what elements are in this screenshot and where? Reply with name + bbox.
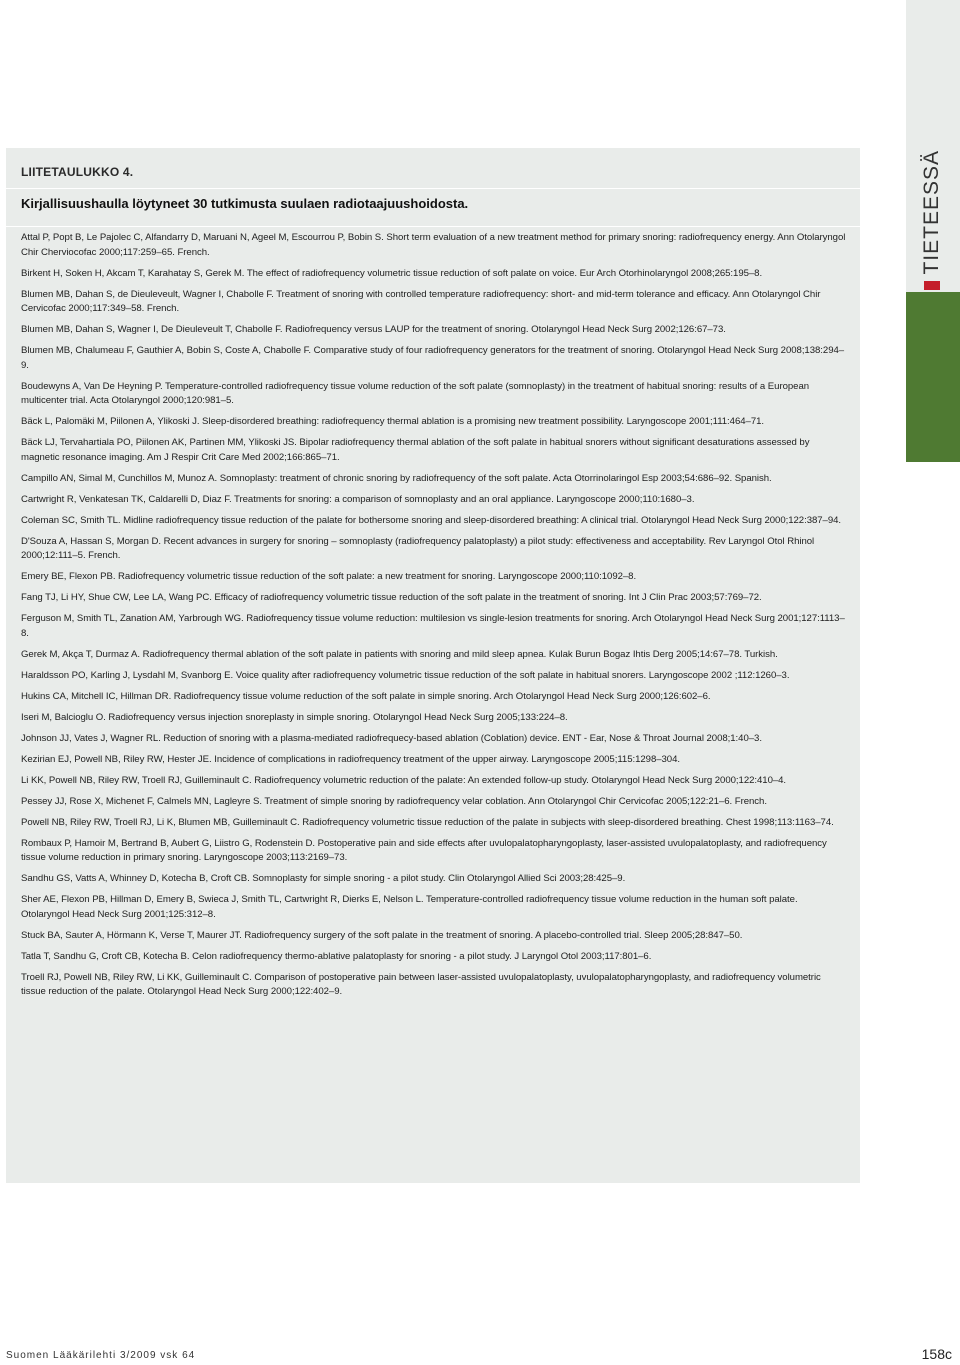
section-marker-square-icon: [924, 281, 940, 290]
reference-item: Bäck LJ, Tervahartiala PO, Piilonen AK, Partinen MM, Ylikoski JS. Bipolar radiofrequency thermal ablation of the soft palate in habitual snorers without significant desaturations assessed by magnetic resonance imaging. Am J Respir Crit Care Med 2002;166:865–71.: [21, 437, 810, 463]
reference-item: Stuck BA, Sauter A, Hörmann K, Verse T, Maurer JT. Radiofrequency surgery of the soft palate in the treatment of snoring. A placebo-controlled trial. Sleep 2005;28:847–50.: [21, 929, 743, 941]
reference-item: Li KK, Powell NB, Riley RW, Troell RJ, Guilleminault C. Radiofrequency volumetric reduction of the palate: An extended follow-up study. Otolaryngol Head Neck Surg 2000;122:410–4.: [21, 774, 787, 786]
reference-item: Sandhu GS, Vatts A, Whinney D, Kotecha B, Croft CB. Somnoplasty for simple snoring - a pilot study. Clin Otolaryngol Allied Sci 2003;28:425–9.: [21, 873, 626, 884]
reference-list: [21, 231, 847, 1006]
reference-item: Sher AE, Flexon PB, Hillman D, Emery B, Swieca J, Smith TL, Cartwright R, Dierks E, Nelson L. Temperature-controlled radiofrequency tissue volume reduction in the human soft palate. Otolaryngol Head Neck Surg 2001;125:312–8.: [21, 894, 798, 920]
reference-item: Blumen MB, Dahan S, de Dieuleveult, Wagner I, Chabolle F. Treatment of snoring with controlled temperature radiofrequency: short- and mid-term tolerance and efficacy. Ann Otolaryngol Chir Cervicofac 2000;117:349–58. French.: [21, 288, 821, 314]
reference-item: Campillo AN, Simal M, Cunchillos M, Munoz A. Somnoplasty: treatment of chronic snoring by radiofrequency of the soft palate. Acta Otorrinolaringol Esp 2003;54:686–92. Spanish.: [21, 472, 772, 484]
appendix-kicker: LIITETAULUKKO 4.: [21, 165, 134, 179]
reference-item: Hukins CA, Mitchell IC, Hillman DR. Radiofrequency tissue volume reduction of the soft palate in simple snoring. Arch Otolaryngol Head Neck Surg 2000;126:602–6.: [21, 690, 711, 702]
reference-item: D'Souza A, Hassan S, Morgan D. Recent advances in surgery for snoring – somnoplasty (radiofrequency palatoplasty) a pilot study: effectiveness and acceptability. Rev Laryngol Otol Rhinol 2000;12:111–5. French.: [21, 535, 815, 561]
reference-item: Kezirian EJ, Powell NB, Riley RW, Hester JE. Incidence of complications in radiofrequency treatment of the upper airway. Laryngoscope 2005;115:1298–304.: [21, 753, 680, 765]
appendix-title: Kirjallisuushaulla löytyneet 30 tutkimusta suulaen radiotaajuushoidosta.: [21, 196, 469, 211]
reference-item: Coleman SC, Smith TL. Midline radiofrequency tissue reduction of the palate for bothersome snoring and sleep-disordered breathing: A clinical trial. Otolaryngol Head Neck Surg 2000;122:387–94.: [21, 514, 842, 526]
reference-item: Cartwright R, Venkatesan TK, Caldarelli D, Diaz F. Treatments for snoring: a comparison of somnoplasty and an oral appliance. Laryngoscope 2000;110:1680–3.: [21, 493, 695, 505]
section-tab-accent: [906, 292, 960, 462]
reference-item: Tatla T, Sandhu G, Croft CB, Kotecha B. Celon radiofrequency thermo-ablative palatoplasty for snoring - a pilot study. J Laryngol Otol 2003;117:801–6.: [21, 950, 652, 962]
journal-footer: Suomen Lääkärilehti 3/2009 vsk 64: [6, 1350, 196, 1361]
appendix-table-panel: [6, 148, 860, 1183]
reference-item: Boudewyns A, Van De Heyning P. Temperature-controlled radiofrequency tissue volume reduction of the soft palate (somnoplasty) in the treatment of habitual snoring: results of a European multicenter trial. Acta Otolaryngol 2000;120:981–5.: [21, 380, 810, 406]
reference-item: Fang TJ, Li HY, Shue CW, Lee LA, Wang PC. Efficacy of radiofrequency volumetric tissue reduction of the soft palate in the treatment of snoring. Int J Clin Prac 2003;57:769–72.: [21, 592, 762, 603]
reference-item: Rombaux P, Hamoir M, Bertrand B, Aubert G, Liistro G, Rodenstein D. Postoperative pain and side effects after uvulopalatopharyngoplasty, laser-assisted uvulopalatoplasty, and radiofrequency tissue volume reduction in primary snoring. Laryngoscope 2003;113:2169–73.: [21, 837, 827, 863]
reference-item: Pessey JJ, Rose X, Michenet F, Calmels MN, Lagleyre S. Treatment of simple snoring by radiofrequency velar coblation. Ann Otolaryngol Chir Cervicofac 2005;122:21–6. French.: [21, 795, 767, 807]
reference-item: Powell NB, Riley RW, Troell RJ, Li K, Blumen MB, Guilleminault C. Radiofrequency volumetric tissue reduction of the palate in subjects with sleep-disordered breathing. Chest 1998;113:1163–74.: [21, 816, 834, 828]
reference-item: Blumen MB, Chalumeau F, Gauthier A, Bobin S, Coste A, Chabolle F. Comparative study of four radiofrequency generators for the treatment of snoring. Otolaryngol Head Neck Surg 2008;138:294–9.: [21, 345, 845, 371]
reference-item: Bäck L, Palomäki M, Piilonen A, Ylikoski J. Sleep-disordered breathing: radiofrequency thermal ablation is a promising new treatment possibility. Laryngoscope 2001;111:464–71.: [21, 416, 765, 427]
reference-item: Ferguson M, Smith TL, Zanation AM, Yarbrough WG. Radiofrequency tissue volume reduction: multilesion vs single-lesion treatments for snoring. Arch Otolaryngol Head Neck Surg 2001;127:1113–8.: [21, 613, 845, 639]
reference-item: Birkent H, Soken H, Akcam T, Karahatay S, Gerek M. The effect of radiofrequency volumetric tissue reduction of soft palate on voice. Eur Arch Otorhinolaryngol 2008;265:195–8.: [21, 267, 763, 279]
page-number: 158c: [921, 1346, 952, 1362]
reference-item: Haraldsson PO, Karling J, Lysdahl M, Svanborg E. Voice quality after radiofrequency volumetric tissue reduction of the soft palate in habitual snorers. Laryngoscope 2002 ;112:1260–3.: [21, 669, 790, 681]
section-tab-label-wrap: [912, 150, 952, 290]
reference-item: Gerek M, Akça T, Durmaz A. Radiofrequency thermal ablation of the soft palate in patients with snoring and mild sleep apnea. Kulak Burun Bogaz Ihtis Derg 2005;14:67–78. Turkish.: [21, 648, 778, 660]
reference-item: Attal P, Popt B, Le Pajolec C, Alfandarry D, Maruani N, Ageel M, Escourrou P, Bobin S. Short term evaluation of a new treatment method for primary snoring: radiofrequency energy. Ann Otolaryngol Chir Cherviocofac 2000;117:259–65. French.: [21, 232, 846, 258]
reference-item: Blumen MB, Dahan S, Wagner I, De Dieuleveult T, Chabolle F. Radiofrequency versus LAUP for the treatment of snoring. Otolaryngol Head Neck Surg 2002;126:67–73.: [21, 324, 726, 335]
reference-item: Johnson JJ, Vates J, Wagner RL. Reduction of snoring with a plasma-mediated radiofrequecy-based ablation (Coblation) device. ENT - Ear, Nose & Throat Journal 2008;1:40–3.: [21, 732, 762, 744]
reference-item: Troell RJ, Powell NB, Riley RW, Li KK, Guilleminault C. Comparison of postoperative pain between laser-assisted uvulopalatoplasty, uvulopalatopharyngoplasty, and radiofrequency volumetric tissue reduction of the palate. Otolaryngol Head Neck Surg 2000;122:402–9.: [21, 971, 821, 997]
appendix-header-band: [6, 148, 860, 189]
section-tab-label: TIETEESSÄ: [920, 150, 943, 275]
reference-item: Emery BE, Flexon PB. Radiofrequency volumetric tissue reduction of the soft palate: a new treatment for snoring. Laryngoscope 2000;110:1092–8.: [21, 571, 637, 582]
reference-item: Iseri M, Balcioglu O. Radiofrequency versus injection snoreplasty in simple snoring. Otolaryngol Head Neck Surg 2005;133:224–8.: [21, 711, 568, 723]
